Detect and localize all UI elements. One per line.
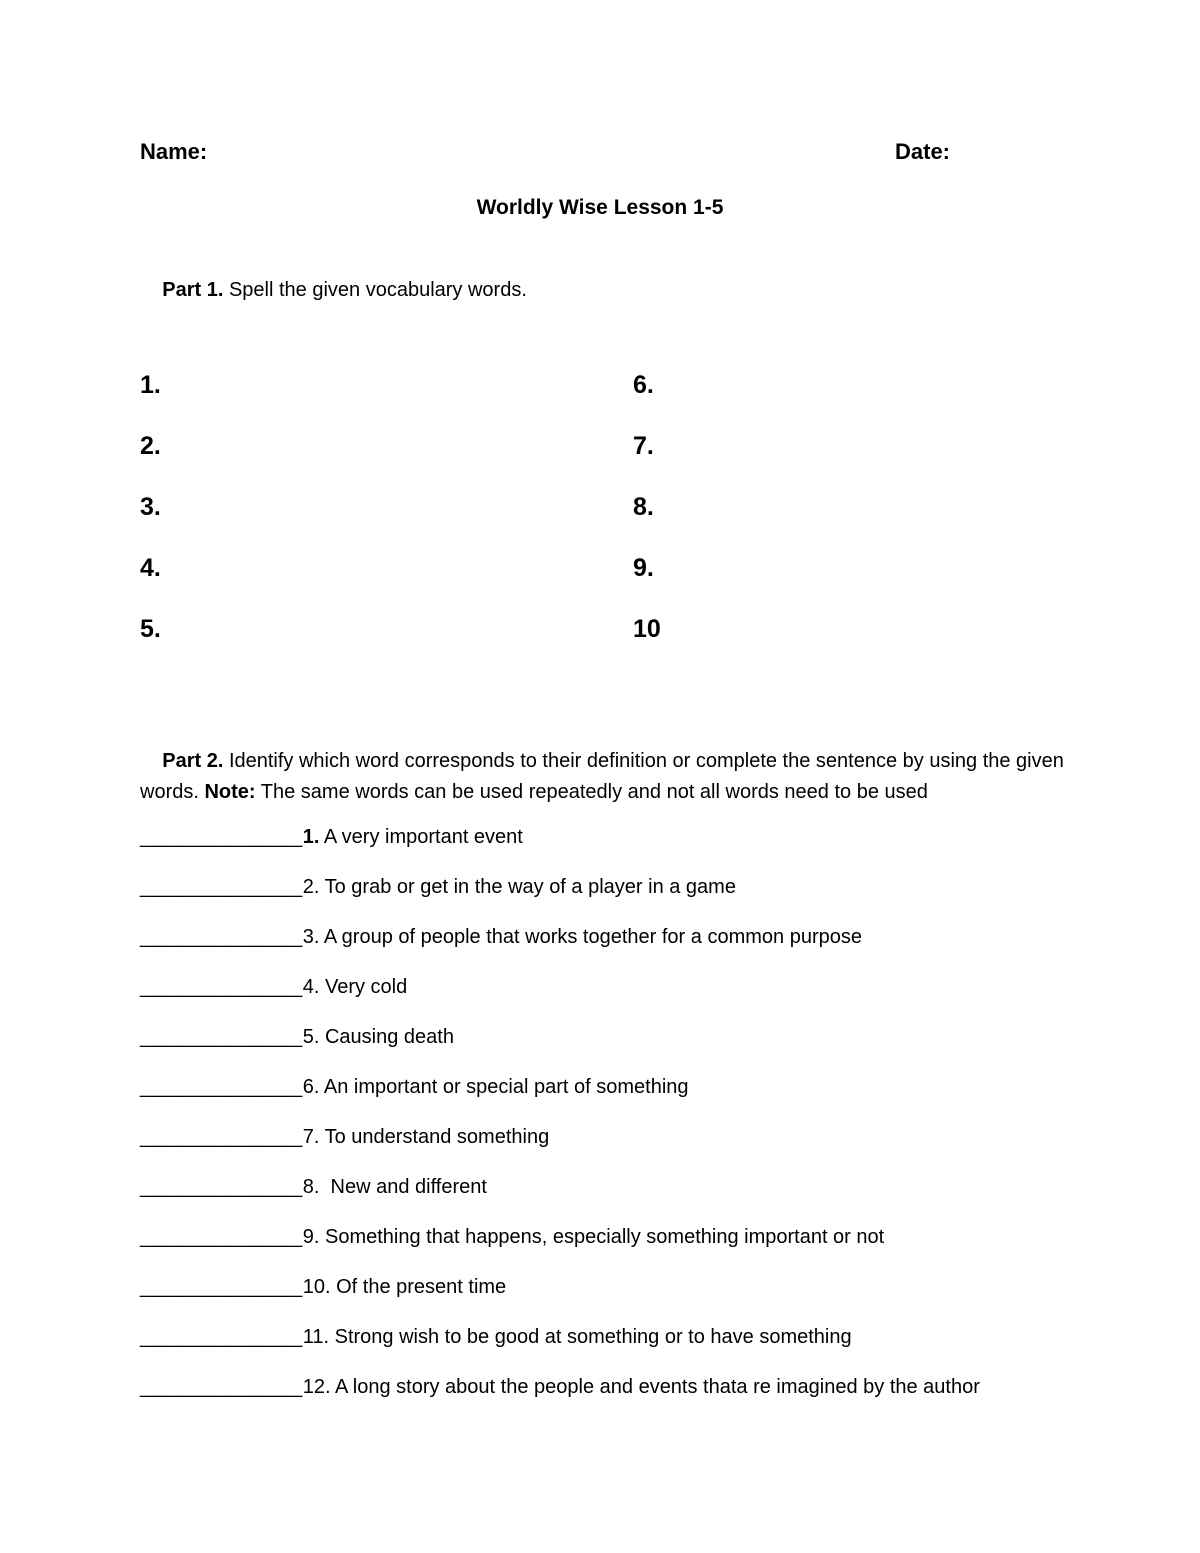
definition-item bbox=[140, 874, 1140, 924]
definition-item bbox=[140, 1224, 1140, 1274]
item-text: Causing death bbox=[319, 1026, 454, 1048]
spelling-line-number: 6. bbox=[633, 371, 654, 399]
header-row bbox=[140, 139, 1060, 165]
item-text: New and different bbox=[319, 1176, 487, 1198]
part1-instruction: Spell the given vocabulary words. bbox=[223, 279, 527, 301]
spelling-line-number: 4. bbox=[140, 554, 161, 582]
answer-blank[interactable]: ______________ bbox=[140, 1326, 303, 1348]
part1-spelling-list bbox=[140, 372, 1060, 677]
answer-blank[interactable]: ______________ bbox=[140, 1276, 303, 1298]
item-number: 9. bbox=[302, 1226, 320, 1248]
part2-note-label: Note: bbox=[204, 781, 256, 803]
item-number: 12. bbox=[302, 1376, 331, 1398]
answer-blank[interactable]: ______________ bbox=[140, 826, 303, 848]
part2-heading bbox=[140, 715, 1080, 839]
answer-blank[interactable]: ______________ bbox=[140, 1376, 303, 1398]
part2-definition-list bbox=[140, 824, 1140, 1424]
definition-item bbox=[140, 1024, 1140, 1074]
part1-heading bbox=[140, 251, 1080, 329]
answer-blank[interactable]: ______________ bbox=[140, 1226, 303, 1248]
item-text: A long story about the people and events thata re imagined by the author bbox=[330, 1376, 980, 1398]
item-text: To grab or get in the way of a player in a game bbox=[319, 876, 736, 898]
spelling-line-number: 1. bbox=[140, 371, 161, 399]
answer-blank[interactable]: ______________ bbox=[140, 1026, 303, 1048]
answer-blank[interactable]: ______________ bbox=[140, 1176, 303, 1198]
part2-label: Part 2. bbox=[162, 750, 224, 772]
definition-item bbox=[140, 1074, 1140, 1124]
item-number: 11. bbox=[302, 1326, 330, 1348]
item-number: 6. bbox=[302, 1076, 320, 1098]
definition-item bbox=[140, 974, 1140, 1024]
item-text: To understand something bbox=[319, 1126, 550, 1148]
item-number: 7. bbox=[302, 1126, 320, 1148]
item-number: 1. bbox=[302, 826, 320, 848]
item-number: 3. bbox=[302, 926, 320, 948]
item-text: Strong wish to be good at something or to have something bbox=[329, 1326, 852, 1348]
definition-item bbox=[140, 824, 1140, 874]
spelling-line-number: 2. bbox=[140, 432, 161, 460]
part1-left-column bbox=[140, 372, 633, 677]
item-text: A very important event bbox=[319, 826, 523, 848]
spelling-line-number: 5. bbox=[140, 615, 161, 643]
item-text: Very cold bbox=[319, 976, 408, 998]
item-text: A group of people that works together for a common purpose bbox=[319, 926, 862, 948]
answer-blank[interactable]: ______________ bbox=[140, 1126, 303, 1148]
definition-item bbox=[140, 1174, 1140, 1224]
definition-item bbox=[140, 1324, 1140, 1374]
item-text: Of the present time bbox=[330, 1276, 507, 1298]
spelling-line-number: 7. bbox=[633, 432, 654, 460]
definition-item bbox=[140, 1124, 1140, 1174]
item-text: Something that happens, especially something important or not bbox=[319, 1226, 885, 1248]
spelling-line-number: 9. bbox=[633, 554, 654, 582]
answer-blank[interactable]: ______________ bbox=[140, 1076, 303, 1098]
date-label: Date: bbox=[895, 139, 951, 164]
name-label: Name: bbox=[140, 139, 208, 164]
item-number: 8. bbox=[302, 1176, 320, 1198]
part2-note-text: The same words can be used repeatedly and not all words need to be used bbox=[255, 781, 928, 803]
answer-blank[interactable]: ______________ bbox=[140, 876, 303, 898]
part1-right-column bbox=[633, 372, 1060, 677]
definition-item bbox=[140, 1374, 1140, 1424]
item-number: 5. bbox=[302, 1026, 320, 1048]
spelling-line-number: 3. bbox=[140, 493, 161, 521]
spelling-line-number: 8. bbox=[633, 493, 654, 521]
page-title: Worldly Wise Lesson 1-5 bbox=[476, 196, 724, 219]
item-text: An important or special part of something bbox=[319, 1076, 689, 1098]
item-number: 4. bbox=[302, 976, 320, 998]
spelling-line-number: 10 bbox=[633, 615, 661, 643]
item-number: 10. bbox=[302, 1276, 331, 1298]
definition-item bbox=[140, 924, 1140, 974]
item-number: 2. bbox=[302, 876, 320, 898]
part1-label: Part 1. bbox=[162, 279, 224, 301]
part2-instruction: Identify which word corresponds to their definition or complete the sentence by using the given words. bbox=[140, 750, 1070, 803]
answer-blank[interactable]: ______________ bbox=[140, 926, 303, 948]
definition-item bbox=[140, 1274, 1140, 1324]
answer-blank[interactable]: ______________ bbox=[140, 976, 303, 998]
